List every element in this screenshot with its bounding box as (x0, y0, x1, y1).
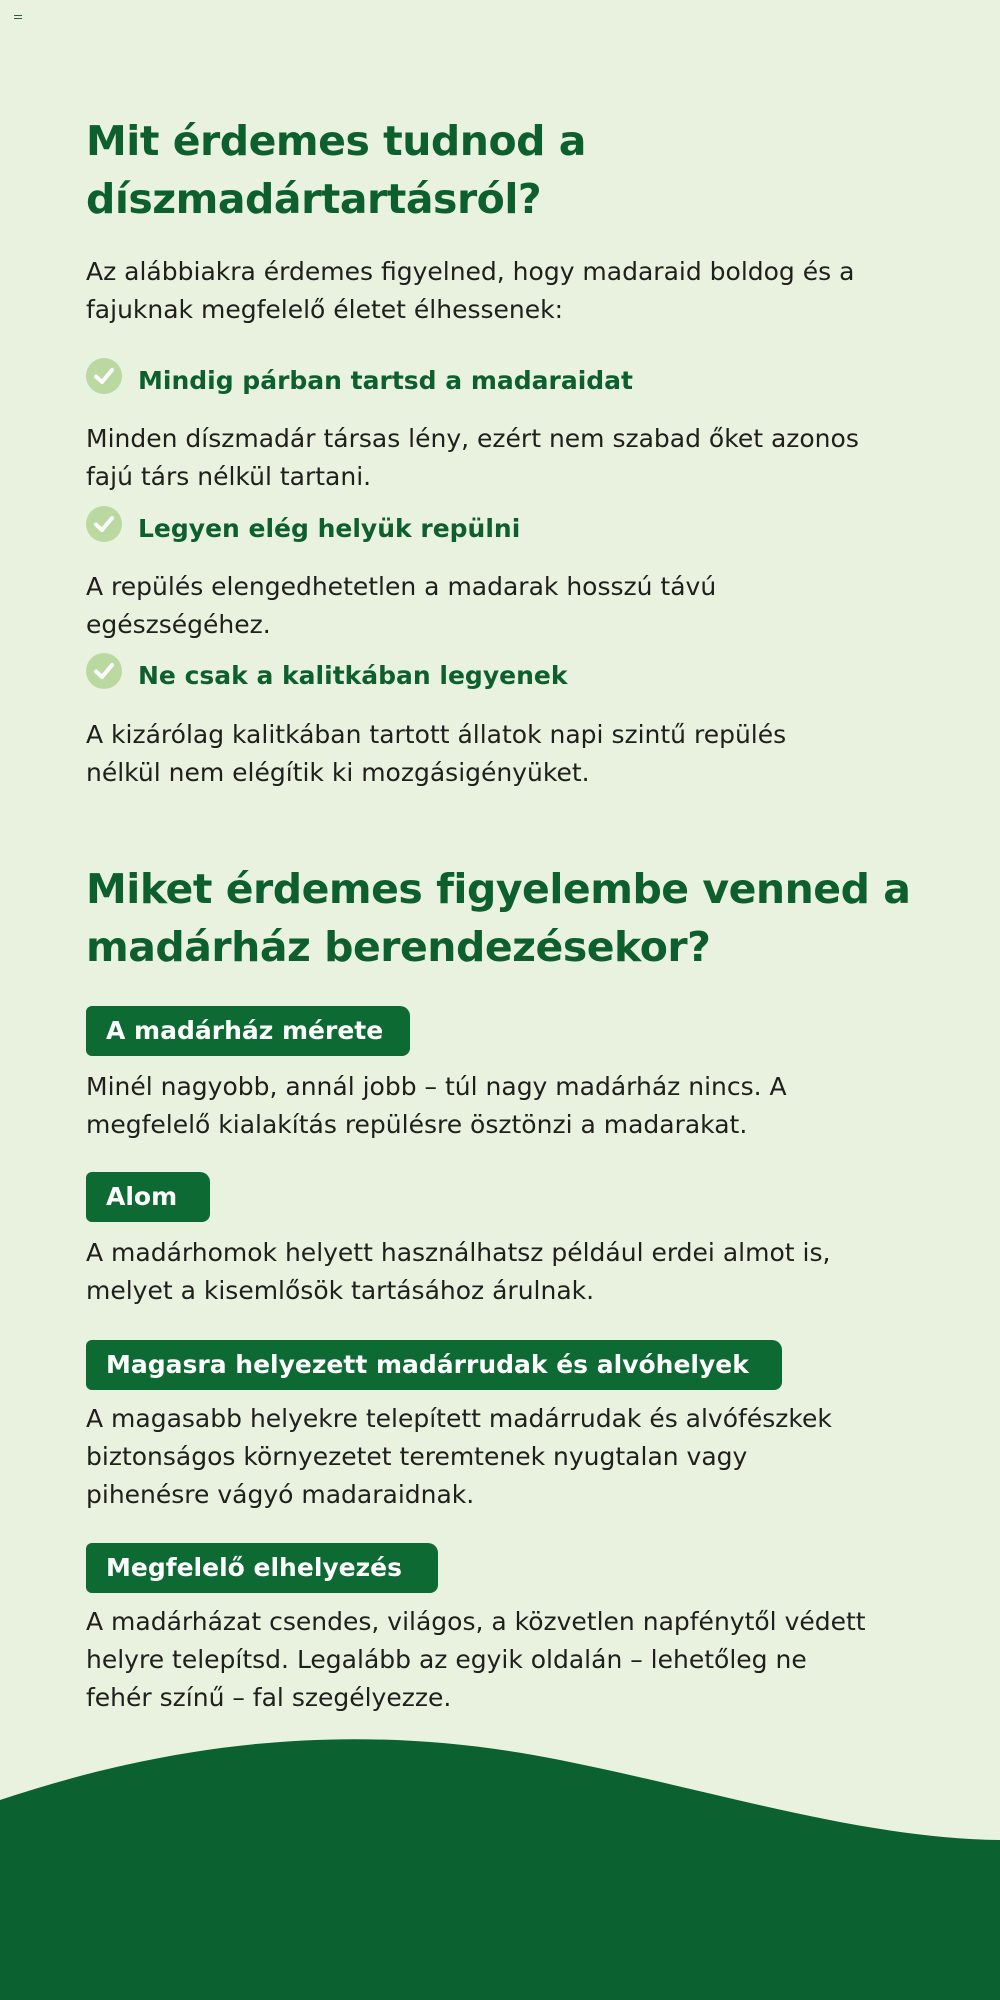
intro-line1: Az alábbiakra érdemes figyelned, hogy madaraid boldog és a (86, 257, 855, 286)
check-circle-icon (86, 506, 122, 542)
bottom-wave-decoration (0, 1730, 1000, 2000)
section1-title-line1: Mit érdemes tudnod a (86, 117, 586, 165)
section1-title (86, 112, 586, 228)
check-title: Mindig párban tartsd a madaraidat (138, 366, 633, 395)
check-text (86, 420, 946, 496)
text-line: helyre telepítsd. Legalább az egyik oldalán – lehetőleg ne (86, 1645, 807, 1674)
text-line: A kizárólag kalitkában tartott állatok napi szintű repülés (86, 720, 787, 749)
check-text (86, 716, 946, 792)
text-line: nélkül nem elégítik ki mozgásigényüket. (86, 758, 590, 787)
text-line: A magasabb helyekre telepített madárrudak és alvófészkek (86, 1404, 832, 1433)
section2-title (86, 860, 910, 976)
text-line: biztonságos környezetet teremtenek nyugtalan vagy (86, 1442, 748, 1471)
text-line: fehér színű – fal szegélyezze. (86, 1683, 452, 1712)
tag-litter: Alom (86, 1172, 210, 1222)
text-line: egészségéhez. (86, 610, 271, 639)
text-line: Minél nagyobb, annál jobb – túl nagy madárház nincs. A (86, 1072, 787, 1101)
tag-text (86, 1400, 946, 1514)
intro-line2: fajuknak megfelelő életet élhessenek: (86, 295, 564, 324)
text-line: fajú társ nélkül tartani. (86, 462, 372, 491)
check-title: Legyen elég helyük repülni (138, 514, 521, 543)
tag-text (86, 1068, 946, 1144)
tag-text (86, 1603, 946, 1717)
text-line: A madárházat csendes, világos, a közvetlen napfénytől védett (86, 1607, 866, 1636)
text-line: pihenésre vágyó madaraidnak. (86, 1480, 475, 1509)
check-circle-icon (86, 358, 122, 394)
section2-title-line1: Miket érdemes figyelembe venned a (86, 865, 911, 913)
section2-title-line2: madárház berendezésekor? (86, 923, 711, 971)
text-line: A repülés elengedhetetlen a madarak hosszú távú (86, 572, 717, 601)
text-line: Minden díszmadár társas lény, ezért nem szabad őket azonos (86, 424, 859, 453)
menu-icon[interactable] (14, 15, 22, 21)
tag-placement: Megfelelő elhelyezés (86, 1543, 438, 1593)
section1-title-line2: díszmadártartásról? (86, 175, 542, 223)
check-circle-icon (86, 653, 122, 689)
text-line: megfelelő kialakítás repülésre ösztönzi a madarakat. (86, 1110, 748, 1139)
text-line: A madárhomok helyett használhatsz például erdei almot is, (86, 1238, 831, 1267)
tag-birdhouse-size: A madárház mérete (86, 1006, 410, 1056)
tag-text (86, 1234, 946, 1310)
section1-intro (86, 253, 946, 329)
tag-high-perches: Magasra helyezett madárrudak és alvóhelyek (86, 1340, 782, 1390)
check-text (86, 568, 946, 644)
check-title: Ne csak a kalitkában legyenek (138, 661, 568, 690)
text-line: melyet a kisemlősök tartásához árulnak. (86, 1276, 595, 1305)
